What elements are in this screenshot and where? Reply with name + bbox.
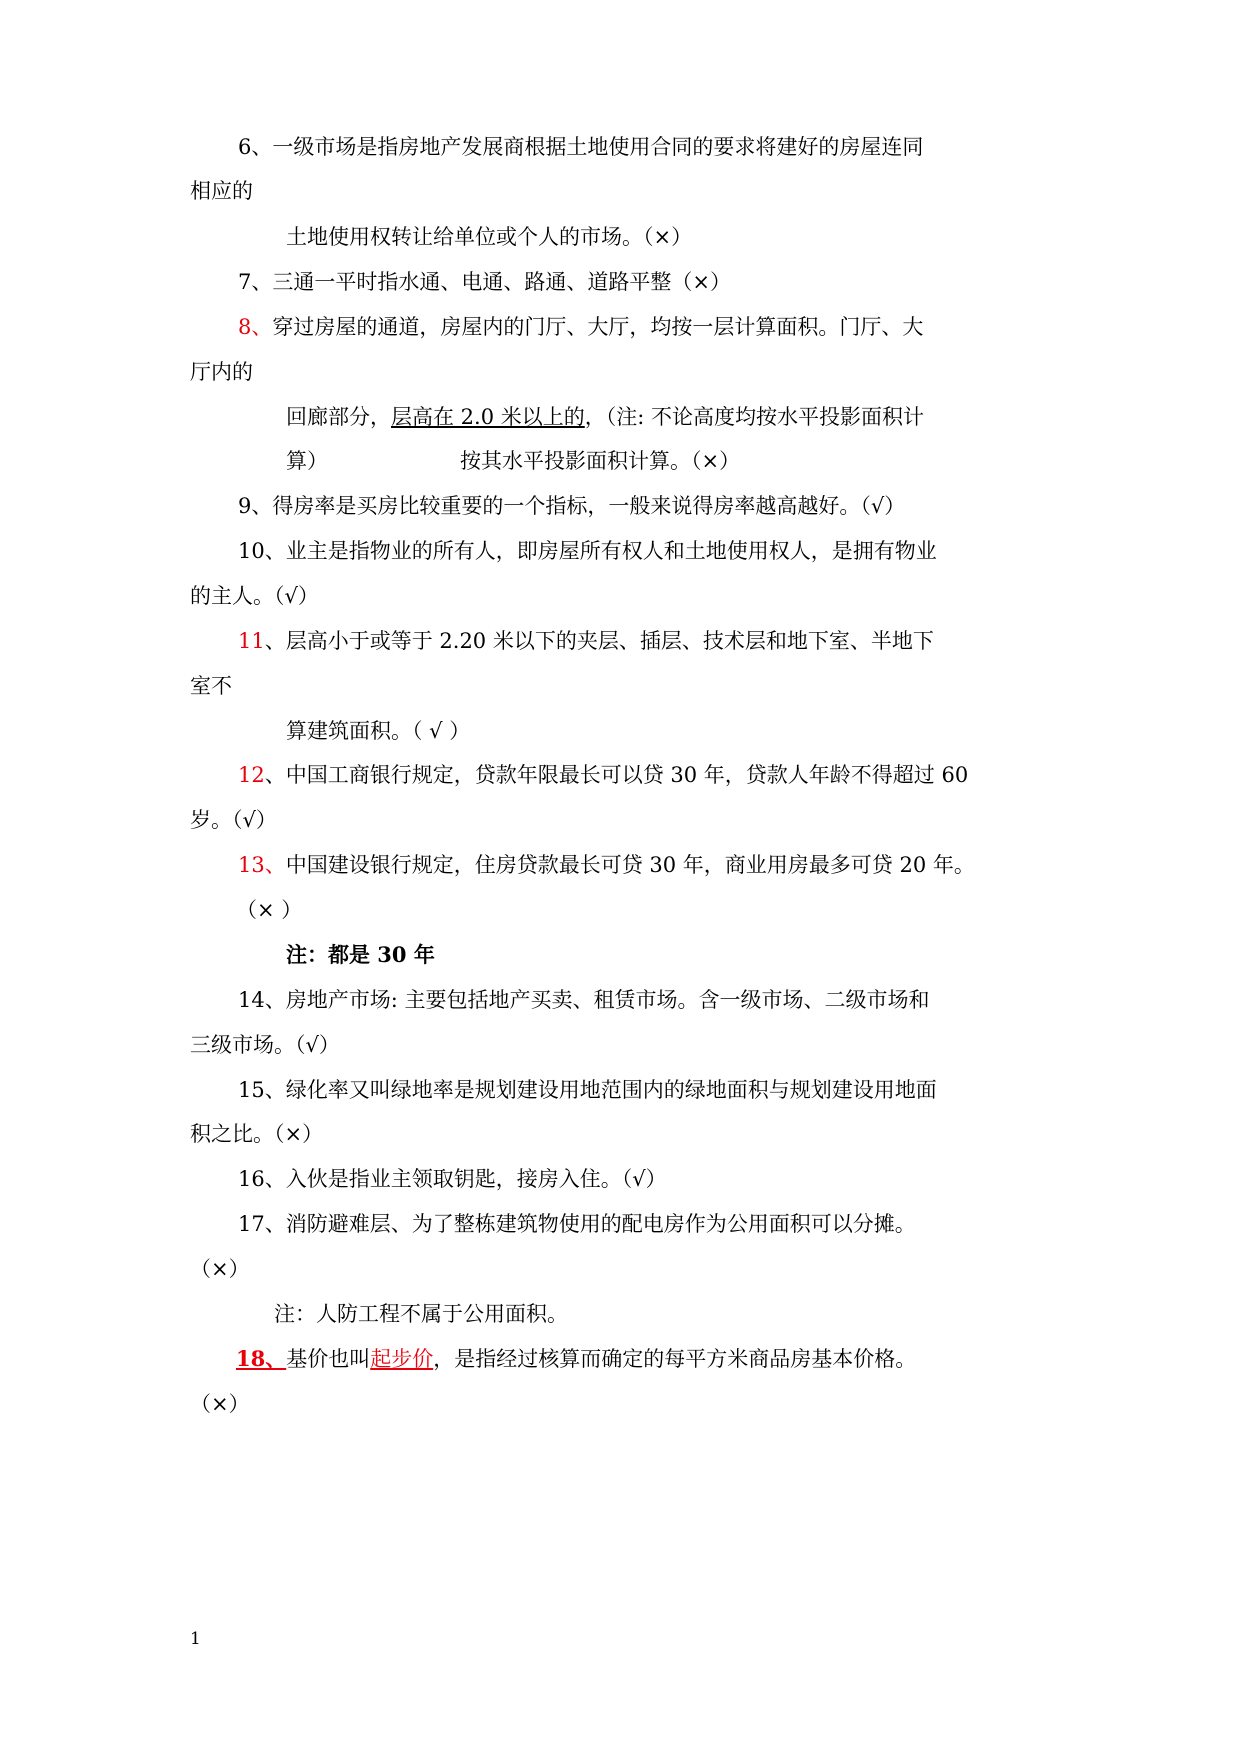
q11-line2: 室不 bbox=[190, 674, 232, 698]
q18-line1-b: ，是指经过核算而确定的每平方米商品房基本价格。 bbox=[433, 1347, 917, 1371]
q18-line1 bbox=[236, 1344, 916, 1374]
q7-line1: 7、三通一平时指水通、电通、路通、道路平整（×） bbox=[238, 270, 731, 294]
q9-line1: 9、得房率是买房比较重要的一个指标，一般来说得房率越高越好。（√） bbox=[238, 494, 906, 518]
q11-line1 bbox=[238, 626, 934, 656]
q15-line1: 15、绿化率又叫绿地率是规划建设用地范围内的绿地面积与规划建设用地面 bbox=[238, 1078, 937, 1102]
q8-line1 bbox=[238, 312, 923, 342]
q6-line2: 相应的 bbox=[190, 179, 253, 203]
q10-line1: 10、业主是指物业的所有人，即房屋所有权人和土地使用权人，是拥有物业 bbox=[238, 539, 937, 563]
q8-number: 8、 bbox=[238, 315, 273, 339]
q8-line3-b: ，（注: 不论高度均按水平投影面积计 bbox=[584, 405, 924, 429]
q8-line3-a: 回廊部分， bbox=[286, 405, 391, 429]
q17-note: 注：人防工程不属于公用面积。 bbox=[274, 1302, 568, 1326]
q8-line1-text: 穿过房屋的通道，房屋内的门厅、大厅，均按一层计算面积。门厅、大 bbox=[272, 315, 924, 339]
q11-number: 11 bbox=[238, 629, 265, 653]
q8-line4-a: 算） bbox=[286, 449, 328, 473]
q14-line2: 三级市场。（√） bbox=[190, 1033, 340, 1057]
q13-note: 注：都是 30 年 bbox=[286, 942, 435, 967]
q15-line2: 积之比。（×） bbox=[190, 1122, 324, 1146]
q13-line1-text: 中国建设银行规定，住房贷款最长可贷 30 年，商业用房最多可贷 20 年。 bbox=[285, 853, 975, 877]
q10-line2: 的主人。（√） bbox=[190, 584, 319, 608]
q12-line1-text: 、中国工商银行规定，贷款年限最长可以贷 30 年，贷款人年龄不得超过 60 bbox=[264, 763, 969, 787]
q8-line3 bbox=[286, 402, 924, 432]
q18-line1-a: 基价也叫 bbox=[286, 1347, 371, 1371]
q13-number: 13、 bbox=[238, 853, 286, 877]
q17-line2: （×） bbox=[190, 1257, 250, 1281]
q11-line3: 算建筑面积。（ √ ） bbox=[286, 719, 471, 743]
q12-line2: 岁。（√） bbox=[190, 808, 277, 832]
q14-line1: 14、房地产市场: 主要包括地产买卖、租赁市场。含一级市场、二级市场和 bbox=[238, 988, 930, 1012]
q12-number: 12 bbox=[238, 763, 265, 787]
page-number: 1 bbox=[190, 1629, 201, 1649]
q12-line1 bbox=[238, 760, 968, 790]
q6-line3: 土地使用权转让给单位或个人的市场。（×） bbox=[286, 225, 693, 249]
q17-line1: 17、消防避难层、为了整栋建筑物使用的配电房作为公用面积可以分摊。 bbox=[238, 1212, 916, 1236]
q11-line1-text: 、层高小于或等于 2.20 米以下的夹层、插层、技术层和地下室、半地下 bbox=[264, 629, 934, 653]
q6-line1: 6、一级市场是指房地产发展商根据土地使用合同的要求将建好的房屋连同 bbox=[238, 135, 924, 159]
q18-number: 18、 bbox=[236, 1346, 287, 1371]
q8-underlined-text: 层高在 2.0 米以上的 bbox=[391, 405, 585, 429]
q8-line4-b: 按其水平投影面积计算。（×） bbox=[460, 449, 741, 473]
q16-line1: 16、入伙是指业主领取钥匙，接房入住。（√） bbox=[238, 1167, 667, 1191]
q13-line1 bbox=[238, 850, 975, 880]
q18-line2: （×） bbox=[190, 1392, 250, 1416]
q8-line2: 厅内的 bbox=[190, 360, 253, 384]
q18-highlight-term: 起步价 bbox=[370, 1347, 434, 1371]
q13-line2: （× ） bbox=[236, 898, 303, 922]
